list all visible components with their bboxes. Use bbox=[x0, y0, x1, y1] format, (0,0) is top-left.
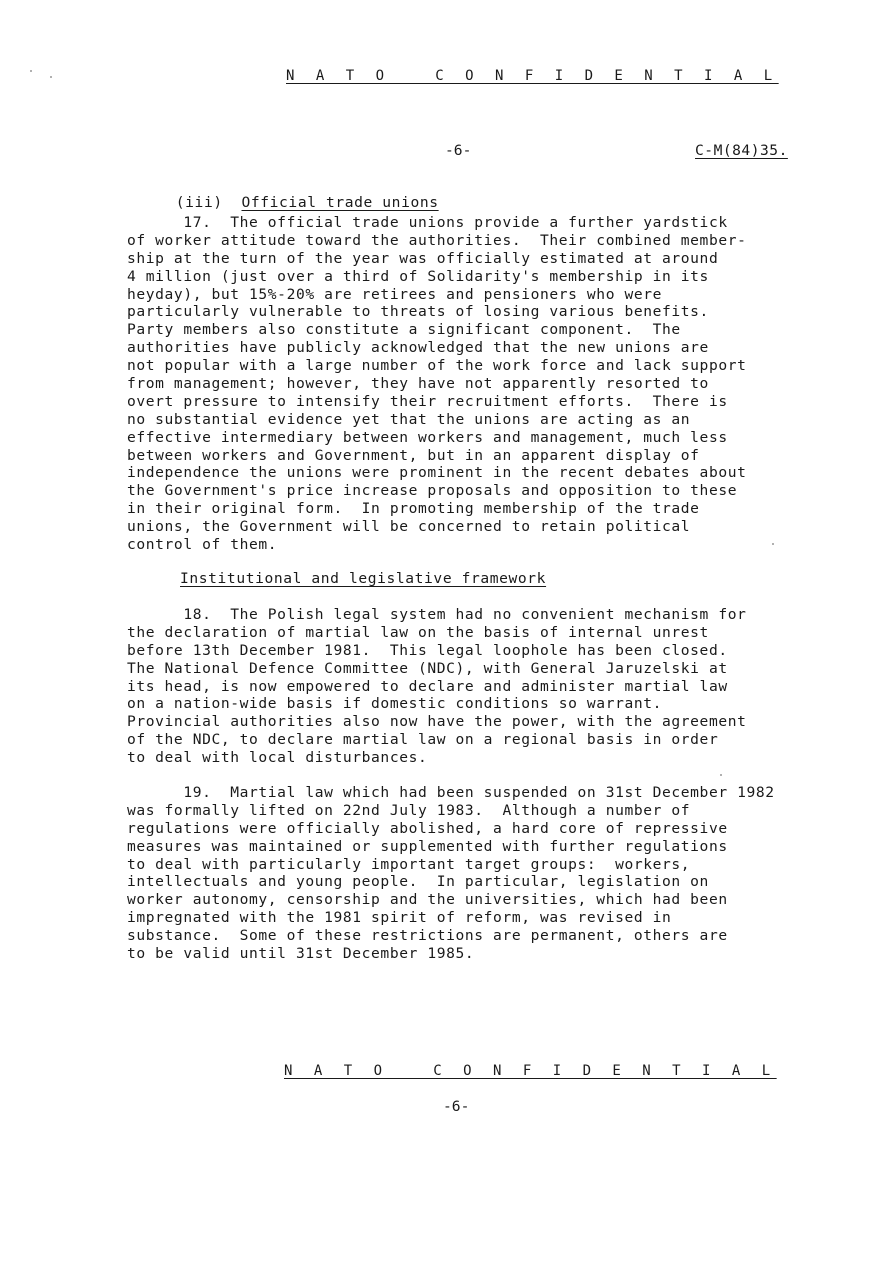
paragraph-line: intellectuals and young people. In particular, legislation on bbox=[127, 873, 709, 891]
paragraph-line: to deal with local disturbances. bbox=[127, 749, 428, 767]
paragraph-line: no substantial evidence yet that the unions are acting as an bbox=[127, 410, 691, 428]
paragraph-line: 18. The Polish legal system had no convenient mechanism for bbox=[127, 606, 747, 623]
section-title: Official trade unions bbox=[241, 194, 439, 211]
paragraph-line: measures was maintained or supplemented with further regulations bbox=[127, 837, 728, 855]
paragraph-line: between workers and Government, but in an apparent display of bbox=[127, 446, 700, 464]
scan-speck bbox=[50, 76, 52, 78]
paragraph-line: Provincial authorities also now have the power, with the agreement bbox=[127, 713, 747, 731]
paragraph-line: the Government's price increase proposals and opposition to these bbox=[127, 482, 738, 500]
paragraph-line: its head, is now empowered to declare and administer martial law bbox=[127, 677, 728, 695]
document-reference: C-M(84)35. bbox=[695, 142, 788, 159]
paragraph-line: independence the unions were prominent in the recent debates about bbox=[127, 464, 747, 482]
paragraph-line: particularly vulnerable to threats of losing various benefits. bbox=[127, 303, 709, 321]
paragraph-line: the declaration of martial law on the basis of internal unrest bbox=[127, 623, 709, 641]
paragraph-line: was formally lifted on 22nd July 1983. Although a number of bbox=[127, 801, 691, 819]
paragraph-line: not popular with a large number of the work force and lack support bbox=[127, 357, 747, 375]
paragraph-line: to deal with particularly important target groups: workers, bbox=[127, 855, 691, 873]
paragraph-line: worker autonomy, censorship and the universities, which had been bbox=[127, 891, 728, 909]
paragraph-line: in their original form. In promoting membership of the trade bbox=[127, 500, 700, 518]
paragraph-line: overt pressure to intensify their recruitment efforts. There is bbox=[127, 392, 728, 410]
paragraph-line: effective intermediary between workers and management, much less bbox=[127, 428, 728, 446]
section-heading-institutional: Institutional and legislative framework bbox=[180, 570, 547, 587]
paragraph-line: 19. Martial law which had been suspended on 31st December 1982 bbox=[127, 784, 775, 801]
paragraph-line: authorities have publicly acknowledged that the new unions are bbox=[127, 339, 709, 357]
scan-speck bbox=[720, 774, 722, 776]
paragraph-line: 17. The official trade unions provide a further yardstick bbox=[127, 214, 728, 231]
section-numeral: (iii) bbox=[175, 194, 223, 211]
paragraph-17 bbox=[127, 214, 847, 554]
paragraph-line: impregnated with the 1981 spirit of reform, was revised in bbox=[127, 909, 672, 927]
paragraph-line: from management; however, they have not apparently resorted to bbox=[127, 375, 709, 393]
paragraph-line: of worker attitude toward the authorities. Their combined member- bbox=[127, 231, 747, 249]
page-number-top: -6- bbox=[445, 142, 472, 159]
scan-speck bbox=[772, 543, 774, 545]
paragraph-line: 4 million (just over a third of Solidarity's membership in its bbox=[127, 267, 709, 285]
paragraph-19 bbox=[127, 784, 847, 963]
paragraph-line: heyday), but 15%-20% are retirees and pensioners who were bbox=[127, 285, 663, 303]
classification-banner-top: N A T O C O N F I D E N T I A L bbox=[286, 68, 779, 84]
paragraph-line: regulations were officially abolished, a hard core of repressive bbox=[127, 819, 728, 837]
paragraph-18 bbox=[127, 606, 847, 767]
scan-speck bbox=[30, 70, 32, 72]
paragraph-line: substance. Some of these restrictions are permanent, others are bbox=[127, 927, 728, 945]
paragraph-line: unions, the Government will be concerned to retain political bbox=[127, 518, 691, 536]
paragraph-line: Party members also constitute a significant component. The bbox=[127, 321, 681, 339]
paragraph-line: on a nation-wide basis if domestic conditions so warrant. bbox=[127, 695, 663, 713]
page-number-bottom: -6- bbox=[443, 1098, 470, 1115]
paragraph-line: The National Defence Committee (NDC), with General Jaruzelski at bbox=[127, 659, 728, 677]
paragraph-line: to be valid until 31st December 1985. bbox=[127, 945, 475, 963]
paragraph-line: control of them. bbox=[127, 536, 278, 554]
section-heading-iii bbox=[157, 177, 439, 211]
paragraph-line: of the NDC, to declare martial law on a regional basis in order bbox=[127, 731, 719, 749]
classification-banner-bottom: N A T O C O N F I D E N T I A L bbox=[284, 1063, 777, 1079]
paragraph-line: ship at the turn of the year was officially estimated at around bbox=[127, 249, 719, 267]
paragraph-line: before 13th December 1981. This legal loophole has been closed. bbox=[127, 641, 728, 659]
